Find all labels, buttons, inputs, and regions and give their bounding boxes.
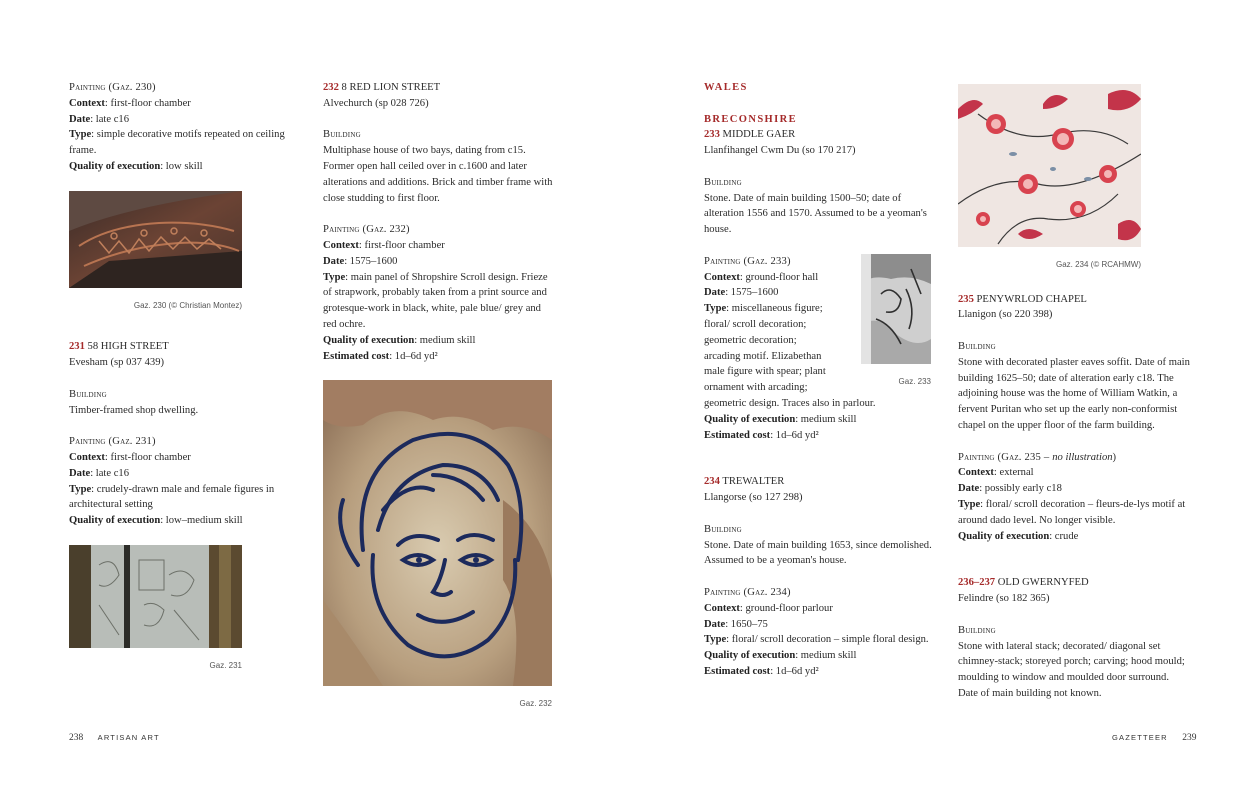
field-label: Context (323, 239, 359, 251)
field-value: : late c16 (90, 113, 130, 125)
right-footer (1112, 733, 1196, 743)
field-value: : 1575–1600 (344, 255, 398, 267)
field-label: Date (704, 287, 726, 299)
field-label: Context (704, 602, 740, 614)
photo-gaz-232 (323, 380, 552, 686)
field-value: : medium skill (795, 650, 857, 662)
figure-caption: Gaz. 234 (© RCAHMW) (1055, 259, 1141, 269)
painting-note: no illustration (1052, 451, 1113, 463)
field-value: : 1d–6d yd² (770, 665, 819, 677)
column-2 (323, 80, 555, 712)
field-label: Date (69, 467, 91, 479)
field-label: Date (323, 255, 345, 267)
field-label: Date (69, 113, 91, 125)
entry-title: OLD GWERNYFED (995, 577, 1089, 589)
field-value: floral/ scroll decoration; (704, 318, 807, 330)
field-value: : possibly early c18 (979, 483, 1062, 495)
entry-location: Felindre (so 182 365) (958, 593, 1050, 605)
field-value: : ground-floor hall (739, 271, 819, 283)
building-heading: Building (69, 388, 107, 400)
field-label: Quality of execution (69, 515, 161, 527)
painting-heading: Painting (Gaz. 232) (323, 224, 410, 236)
building-description: Stone with lateral stack; decorated/ diagonal set chimney-stack; storeyed porch; carving; hood mould; moulding to window and moulded door surround. Date of main building not known. (958, 640, 1185, 699)
field-value: geometric design. Traces also in parlour. (704, 397, 876, 409)
building-heading: Building (704, 523, 742, 535)
painting-233-block (704, 254, 936, 444)
painting-heading: Painting (Gaz. 234) (704, 586, 791, 598)
field-value: : low skill (160, 160, 203, 172)
figure-caption: Gaz. 232 (519, 699, 552, 709)
entry-number: 233 (704, 129, 720, 141)
column-4 (958, 84, 1190, 702)
field-value: : main panel of Shropshire Scroll design. Frieze of strapwork, probably taken from a print source and grotesque-work in black, white, pale blue/ grey and red ochre. (323, 271, 548, 330)
field-value: : miscellaneous figure; (726, 303, 823, 315)
building-description: Stone. Date of main building 1500–50; date of alteration 1556 and 1570. Assumed to be a yeoman's house. (704, 192, 927, 236)
field-value: : medium skill (795, 413, 857, 425)
entry-number: 234 (704, 476, 720, 488)
field-value: : crude (1049, 530, 1079, 542)
page-number-left: 238 (69, 733, 84, 743)
running-head-right: GAZETTEER (1112, 733, 1168, 742)
field-label: Type (704, 634, 727, 646)
left-footer (69, 733, 160, 743)
field-label: Date (958, 483, 980, 495)
field-label: Context (704, 271, 740, 283)
field-value: : ground-floor parlour (739, 602, 833, 614)
column-3 (704, 80, 936, 680)
field-value: : first-floor chamber (104, 97, 191, 109)
painting-heading: Painting (Gaz. 230) (69, 82, 156, 93)
field-label: Estimated cost (704, 665, 771, 677)
field-label: Estimated cost (323, 350, 390, 362)
field-label: Type (69, 129, 92, 141)
page-number-right: 239 (1182, 733, 1197, 743)
field-value: : 1650–75 (725, 618, 768, 630)
field-value: : 1d–6d yd² (770, 429, 819, 441)
field-label: Quality of execution (704, 413, 796, 425)
entry-location: Llangorse (so 127 298) (704, 492, 803, 504)
field-label: Type (323, 271, 346, 283)
photo-gaz-231 (69, 545, 242, 648)
entry-number: 235 (958, 293, 974, 305)
painting-heading: Painting (Gaz. 231) (69, 436, 156, 448)
field-label: Quality of execution (323, 334, 415, 346)
field-value: arcading motif. Elizabethan (704, 350, 822, 362)
entry-location: Evesham (sp 037 439) (69, 357, 165, 369)
field-value: : external (993, 467, 1034, 479)
field-label: Estimated cost (704, 429, 771, 441)
figure-gaz-233 (861, 254, 931, 390)
entry-number: 232 (323, 82, 339, 93)
photo-gaz-234 (958, 84, 1141, 247)
field-value: : 1d–6d yd² (389, 350, 438, 362)
building-description: Multiphase house of two bays, dating from c15. Former open hall ceiled over in c.1600 and later alterations and additions. Brick and timber frame with close studding to first floor. (323, 145, 553, 204)
field-value: : first-floor chamber (358, 239, 445, 251)
figure-gaz-232 (323, 380, 552, 712)
field-label: Context (958, 467, 994, 479)
entry-location: Llanfihangel Cwm Du (so 170 217) (704, 145, 856, 157)
figure-caption: Gaz. 230 (© Christian Montez) (133, 300, 242, 310)
painting-heading: Painting (Gaz. 233) (704, 255, 791, 267)
entry-number: 236–237 (958, 577, 996, 589)
figure-caption: Gaz. 233 (898, 376, 931, 386)
figure-gaz-234 (958, 84, 1141, 273)
building-heading: Building (958, 340, 996, 352)
building-heading: Building (323, 129, 361, 141)
field-label: Type (958, 498, 981, 510)
region-heading: WALES (704, 82, 748, 93)
entry-title: 58 HIGH STREET (84, 341, 169, 353)
building-description: Timber-framed shop dwelling. (69, 404, 199, 416)
figure-gaz-231 (69, 545, 242, 674)
field-value: : late c16 (90, 467, 130, 479)
field-value: : floral/ scroll decoration – fleurs-de-lys motif at around dado level. No longer visible. (958, 498, 1186, 526)
photo-gaz-233 (861, 254, 931, 364)
figure-caption: Gaz. 231 (209, 660, 242, 670)
running-head-left: ARTISAN ART (97, 733, 160, 742)
entry-title: 8 RED LION STREET (338, 82, 441, 93)
painting-heading-close: ) (1112, 451, 1117, 463)
field-value: geometric decoration; (704, 334, 797, 346)
entry-location: Alvechurch (sp 028 726) (323, 97, 429, 109)
field-label: Type (704, 303, 727, 315)
entry-location: Llanigon (so 220 398) (958, 309, 1053, 321)
painting-heading: Painting (Gaz. 235 – (958, 451, 1053, 463)
photo-gaz-230 (69, 191, 242, 288)
field-label: Quality of execution (69, 160, 161, 172)
field-label: Type (69, 483, 92, 495)
field-label: Date (704, 618, 726, 630)
building-description: Stone. Date of main building 1653, since demolished. Assumed to be a yeoman's house. (704, 539, 932, 567)
building-heading: Building (958, 624, 996, 636)
field-label: Quality of execution (704, 650, 796, 662)
building-heading: Building (704, 176, 742, 188)
field-value: : medium skill (414, 334, 476, 346)
entry-title: MIDDLE GAER (719, 129, 796, 141)
field-value: : crudely-drawn male and female figures in architectural setting (69, 483, 275, 511)
field-value: : first-floor chamber (104, 451, 191, 463)
field-label: Context (69, 97, 105, 109)
field-value: : 1575–1600 (725, 287, 779, 299)
figure-gaz-230 (69, 191, 242, 314)
field-value: : simple decorative motifs repeated on ceiling frame. (69, 129, 285, 157)
field-label: Context (69, 451, 105, 463)
entry-title: PENYWRLOD CHAPEL (973, 293, 1087, 305)
field-value: : low–medium skill (160, 515, 243, 527)
field-value: ornament with arcading; (704, 382, 808, 394)
field-value: : floral/ scroll decoration – simple floral design. (726, 634, 929, 646)
field-label: Quality of execution (958, 530, 1050, 542)
field-value: male figure with spear; plant (704, 366, 826, 378)
building-description: Stone with decorated plaster eaves soffit. Date of main building 1625–50; date of alteration early c18. The adjoining house was the home of William Watkin, a fervent Puritan who set up the early non-conformist chapel on the upper floor of the farm building. (958, 356, 1190, 431)
county-heading: BRECONSHIRE (704, 113, 798, 125)
entry-title: TREWALTER (719, 476, 785, 488)
column-1 (69, 80, 299, 674)
entry-number: 231 (69, 341, 85, 353)
